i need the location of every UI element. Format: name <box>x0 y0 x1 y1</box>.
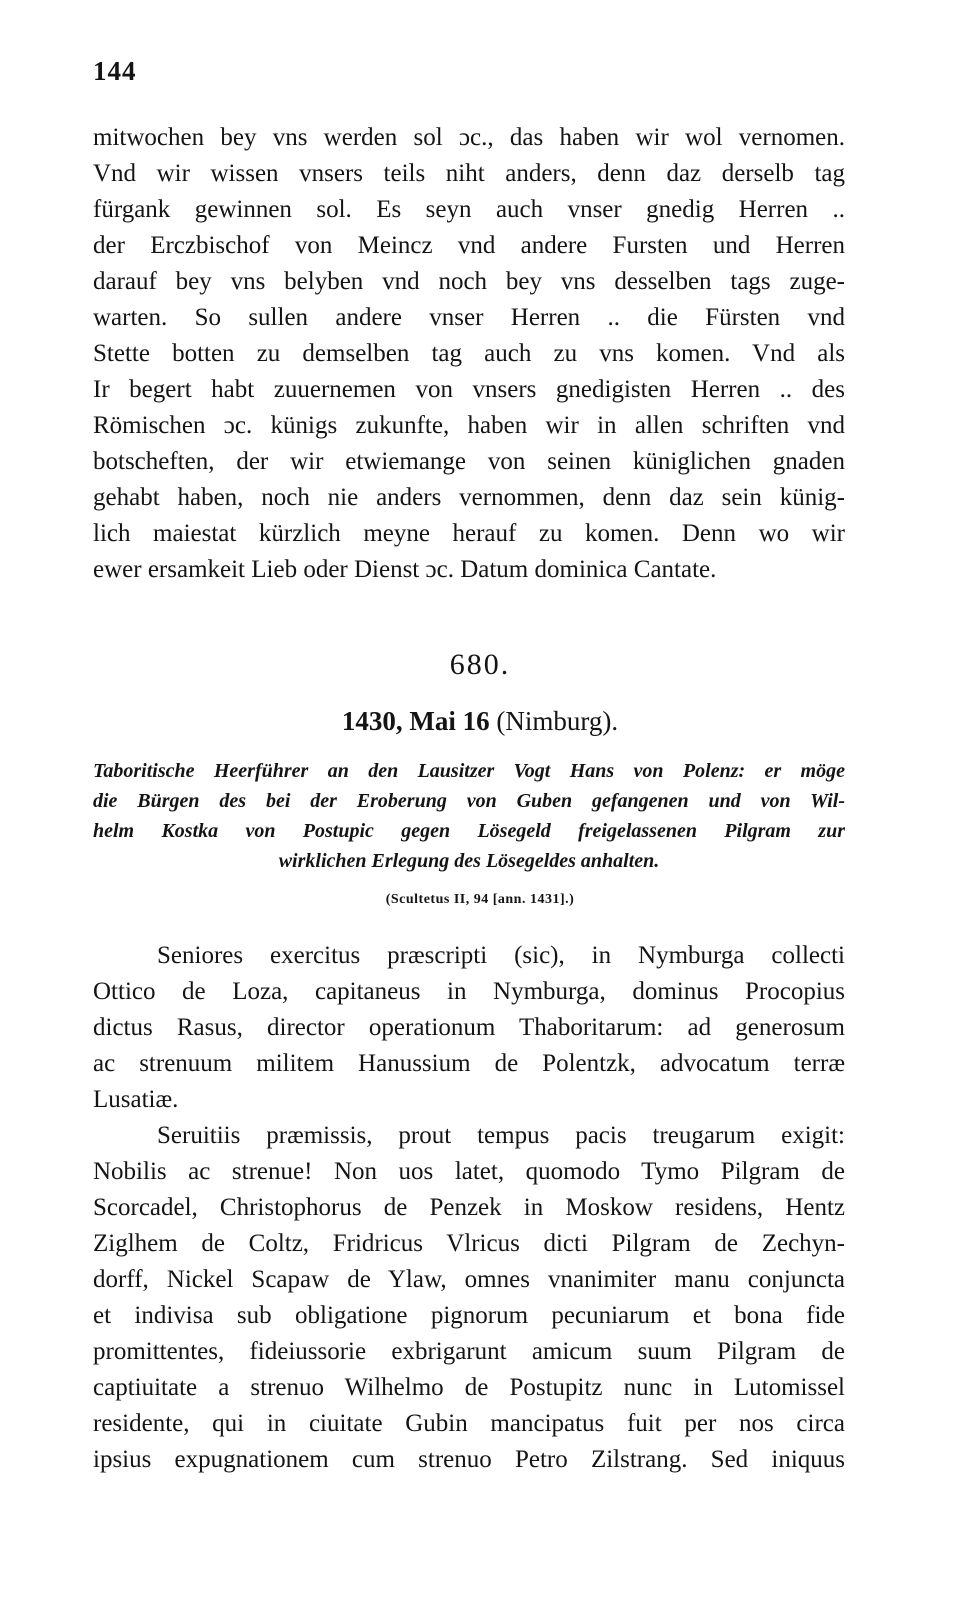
text-line: dorff, Nickel Scapaw de Ylaw, omnes vnanimiter manu conjuncta <box>93 1266 845 1293</box>
text-line: dictus Rasus, director operationum Thaboritarum: ad generosum <box>93 1014 845 1041</box>
source-citation: (Scultetus II, 94 [ann. 1431].) <box>385 892 575 907</box>
text-line: Römischen ɔc. künigs zukunfte, haben wir in allen schriften vnd <box>93 412 845 439</box>
regest-line: Taboritische Heerführer an den Lausitzer Vogt Hans von Polenz: er möge <box>93 760 845 782</box>
text-line: ewer ersamkeit Lieb oder Dienst ɔc. Datum dominica Cantate. <box>93 556 717 583</box>
text-line: gehabt haben, noch nie anders vernommen, denn daz sein künig- <box>93 484 845 511</box>
text-line: Seniores exercitus præscripti (sic), in Nymburga collecti <box>157 942 845 969</box>
text-line: ac strenuum militem Hanussium de Polentzk, advocatum terræ <box>93 1050 845 1077</box>
regest <box>93 756 845 876</box>
document-number: 680. <box>449 648 511 681</box>
text-line: darauf bey vns belyben vnd noch bey vns desselben tags zuge- <box>93 268 845 295</box>
regest-line: helm Kostka von Postupic gegen Lösegeld freigelassenen Pilgram zur <box>93 820 845 842</box>
text-line: der Erczbischof von Meincz vnd andere Fursten und Herren <box>93 232 845 259</box>
text-line: Vnd wir wissen vnsers teils niht anders, denn daz derselb tag <box>93 160 845 187</box>
text-line: et indivisa sub obligatione pignorum pecuniarum et bona fide <box>93 1302 845 1329</box>
text-line: captiuitate a strenuo Wilhelmo de Postupitz nunc in Lutomissel <box>93 1374 845 1401</box>
text-line: Ottico de Loza, capitaneus in Nymburga, dominus Procopius <box>93 978 845 1005</box>
text-line: residente, qui in ciuitate Gubin mancipatus fuit per nos circa <box>93 1410 845 1437</box>
text-line: Ir begert habt zuuernemen von vnsers gnedigisten Herren .. des <box>93 376 845 403</box>
text-line: Ziglhem de Coltz, Fridricus Vlricus dicti Pilgram de Zechyn- <box>93 1230 845 1257</box>
document-date: 1430, Mai 16 <box>341 706 490 736</box>
text-line: Seruitiis præmissis, prout tempus pacis treugarum exigit: <box>157 1122 845 1149</box>
document-place: (Nimburg). <box>496 706 619 736</box>
text-line: warten. So sullen andere vnser Herren .. die Fürsten vnd <box>93 304 845 331</box>
text-line: fürgank gewinnen sol. Es seyn auch vnser gnedig Herren .. <box>93 196 845 223</box>
document-date-heading <box>0 706 960 737</box>
text-line: mitwochen bey vns werden sol ɔc., das haben wir wol vernomen. <box>93 124 845 151</box>
text-line: Lusatiæ. <box>93 1086 179 1113</box>
regest-line: wirklichen Erlegung des Lösegeldes anhalten. <box>278 850 660 872</box>
text-line: promittentes, fideiussorie exbrigarunt amicum suum Pilgram de <box>93 1338 845 1365</box>
text-line: Stette botten zu demselben tag auch zu vns komen. Vnd als <box>93 340 845 367</box>
page-number: 144 <box>93 56 137 86</box>
regest-line: die Bürgen des bei der Eroberung von Guben gefangenen und von Wil- <box>93 790 845 812</box>
text-line: botscheften, der wir etwiemange von seinen küniglichen gnaden <box>93 448 845 475</box>
text-line: ipsius expugnationem cum strenuo Petro Zilstrang. Sed iniquus <box>93 1446 845 1473</box>
latin-text <box>93 938 845 1478</box>
continuation-text <box>93 120 845 588</box>
text-line: Nobilis ac strenue! Non uos latet, quomodo Tymo Pilgram de <box>93 1158 845 1185</box>
text-line: Scorcadel, Christophorus de Penzek in Moskow residens, Hentz <box>93 1194 845 1221</box>
text-line: lich maiestat kürzlich meyne herauf zu komen. Denn wo wir <box>93 520 845 547</box>
